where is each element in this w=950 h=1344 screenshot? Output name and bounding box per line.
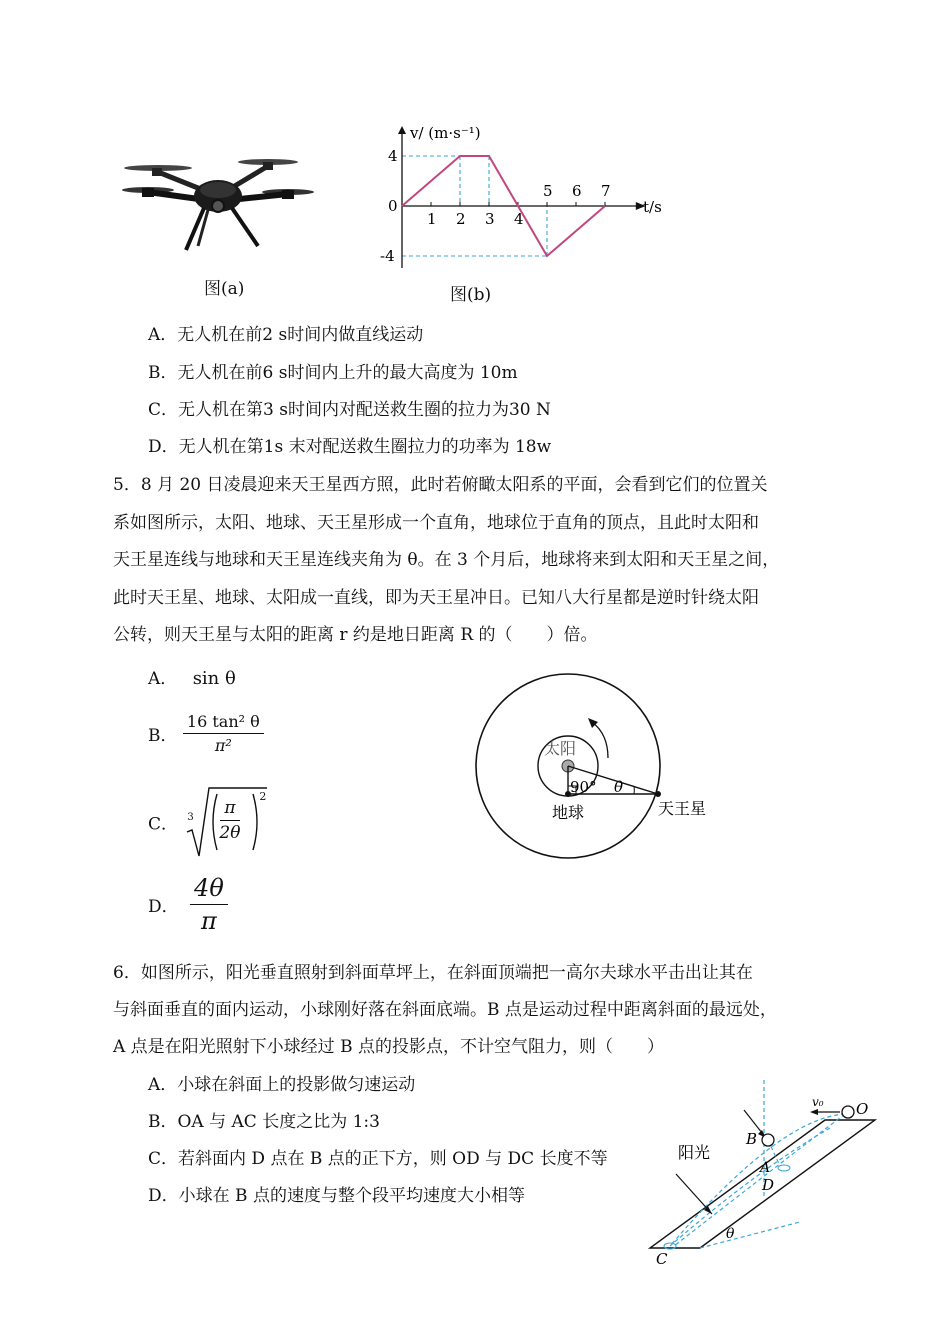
y-axis-label: v/ (m·s⁻¹) [410, 124, 481, 142]
label-sunlight: 阳光 [678, 1143, 711, 1162]
right-angle-label: 90° [570, 778, 597, 796]
figure-b-caption: 图(b) [450, 285, 492, 305]
ball-o-icon [842, 1106, 854, 1118]
q6-option-c: C．若斜面内 D 点在 B 点的正下方，则 OD 与 DC 长度不等 [148, 1149, 608, 1169]
q5-line-4: 此时天王星、地球、太阳成一直线，即为天王星冲日。已知八大行星都是逆时针绕太阳 [113, 588, 759, 608]
theta-label: θ [614, 778, 624, 796]
earth-label: 地球 [552, 803, 585, 822]
q5-line-5: 公转，则天王星与太阳的距离 r 约是地日距离 R 的（ ）倍。 [113, 625, 598, 645]
figure-b [370, 120, 670, 305]
q4-option-c: C．无人机在第3 s时间内对配送救生圈的拉力为30 N [148, 400, 551, 420]
exponent: 2 [259, 790, 267, 803]
q6-option-d: D．小球在 B 点的速度与整个段平均速度大小相等 [148, 1186, 525, 1206]
vt-chart [370, 120, 670, 280]
label-v0: v₀ [812, 1095, 824, 1109]
uranus-label: 天王星 [658, 799, 707, 818]
label-c: C [656, 1250, 668, 1268]
q5-option-b: B． $\frac{\text{16 tan² θ}}{\text{π²}}$ [148, 712, 264, 755]
label-d: D [762, 1176, 775, 1194]
x-tick-label: 6 [572, 182, 582, 200]
drone-image [118, 150, 318, 260]
q5-option-d-fraction: $\frac{4\theta}{\pi}$ [190, 874, 228, 935]
figure-a-caption: 图(a) [204, 279, 245, 299]
q5-orbit-figure [470, 668, 730, 868]
q6-line-3: A 点是在阳光照射下小球经过 B 点的投影点，不计空气阻力，则（ ） [113, 1037, 664, 1057]
figure-a [118, 150, 318, 299]
x-tick-label: 2 [456, 210, 466, 228]
uranus-dot [655, 791, 661, 797]
x-tick-label: 5 [543, 182, 553, 200]
y-axis-arrow [398, 126, 406, 134]
label-o: O [856, 1100, 869, 1118]
y-tick-label: -4 [380, 247, 395, 265]
q5-option-a: A． sin θ [148, 668, 236, 689]
q6-option-a: A．小球在斜面上的投影做匀速运动 [148, 1075, 416, 1095]
q4-option-b: B．无人机在前6 s时间内上升的最大高度为 10m [148, 363, 518, 383]
y-tick-label: 4 [388, 147, 398, 165]
q6-line-1: 6．如图所示，阳光垂直照射到斜面草坪上，在斜面顶端把一高尔夫球水平击出让其在 [113, 963, 753, 983]
ball-b-icon [762, 1134, 774, 1146]
q6-line-2: 与斜面垂直的面内运动，小球刚好落在斜面底端。B 点是运动过程中距离斜面的最远处， [113, 1000, 777, 1020]
x-tick-label: 7 [601, 182, 611, 200]
q6-option-b: B．OA 与 AC 长度之比为 1:3 [148, 1112, 380, 1132]
q5-line-3: 天王星连线与地球和天王星连线夹角为 θ。在 3 个月后，地球将来到太阳和天王星之间， [113, 550, 780, 570]
label-a: A [760, 1160, 771, 1176]
shadow-a-icon [778, 1165, 790, 1171]
x-tick-label: 3 [485, 210, 495, 228]
q4-option-a: A．无人机在前2 s时间内做直线运动 [148, 325, 424, 345]
q6-slope-figure [640, 1078, 890, 1268]
q5-line-1: 5．8 月 20 日凌晨迎来天王星西方照，此时若俯瞰太阳系的平面，会看到它们的位置关 [113, 475, 768, 495]
q5-line-2: 系如图所示，太阳、地球、天王星形成一个直角，地球位于直角的顶点，且此时太阳和 [113, 513, 759, 533]
x-tick-label: 4 [514, 210, 524, 228]
x-tick-label: 1 [427, 210, 437, 228]
q5-option-d: D． $\frac{4\theta}{\pi}$ [148, 874, 228, 935]
label-theta: θ [726, 1226, 735, 1242]
q5-option-a-expr: sin θ [192, 668, 236, 689]
q4-option-d: D．无人机在第1s 末对配送救生圈拉力的功率为 18w [148, 437, 552, 457]
label-b: B [746, 1130, 758, 1148]
sun-label: 太阳 [544, 739, 577, 758]
y-tick-label: 0 [388, 197, 398, 215]
q5-option-b-fraction: $\frac{\text{16 tan² θ}}{\text{π²}}$ [183, 712, 264, 755]
cube-root-index: 3 [187, 812, 194, 823]
q5-option-c: C． 3 $\frac{\pi}{2\theta}$ 2 [148, 784, 267, 860]
x-axis-label: t/s [643, 198, 662, 216]
